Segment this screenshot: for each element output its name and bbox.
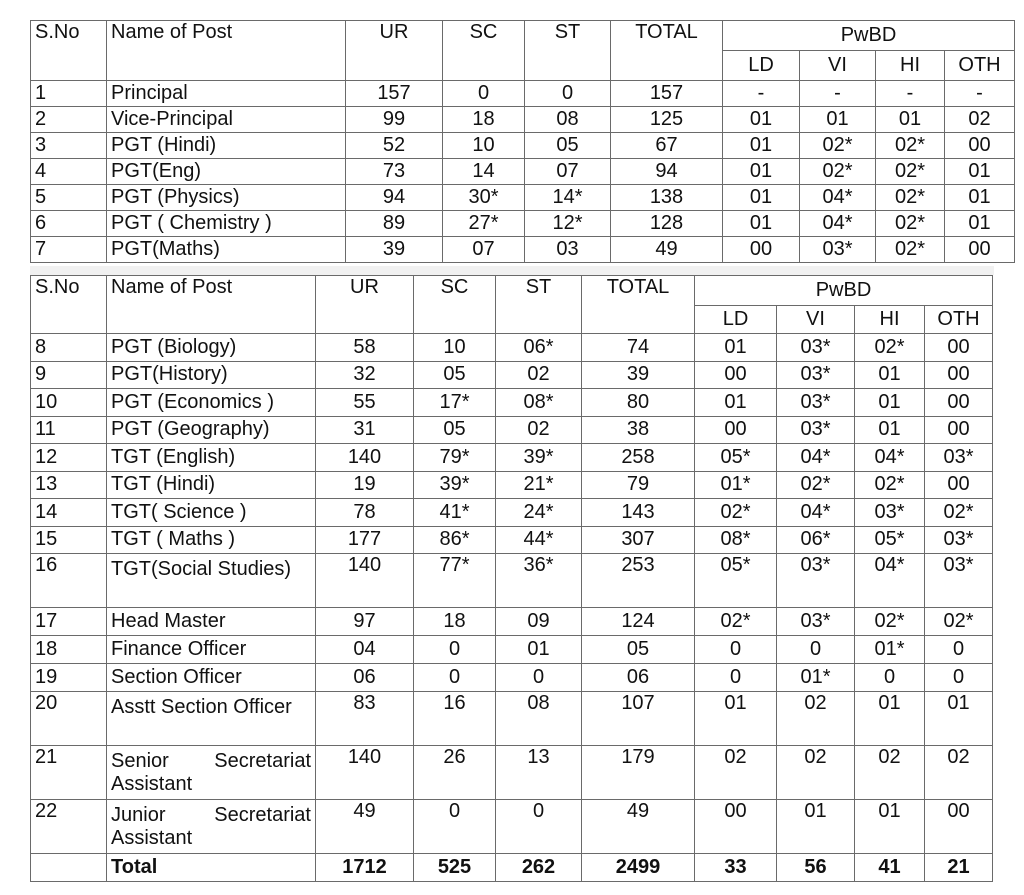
cell-ur: 73 bbox=[346, 159, 443, 185]
header-sc: SC bbox=[443, 21, 525, 81]
cell-ur: 58 bbox=[316, 334, 414, 362]
cell-vi: 01 bbox=[800, 107, 876, 133]
cell-oth: 00 bbox=[925, 416, 993, 444]
cell-sc: 30* bbox=[443, 185, 525, 211]
cell-ur: 39 bbox=[346, 237, 443, 263]
cell-oth: 02* bbox=[925, 499, 993, 527]
cell-oth: 01 bbox=[945, 185, 1015, 211]
cell-sno: 5 bbox=[31, 185, 107, 211]
cell-ld: 01 bbox=[695, 389, 777, 417]
cell-total: 138 bbox=[611, 185, 723, 211]
cell-sno: 12 bbox=[31, 444, 107, 472]
cell-hi: 01 bbox=[855, 361, 925, 389]
cell-sc: 10 bbox=[443, 133, 525, 159]
cell-name: Vice-Principal bbox=[107, 107, 346, 133]
cell-ld: 00 bbox=[695, 361, 777, 389]
cell-st: 24* bbox=[496, 499, 582, 527]
total-total: 2499 bbox=[582, 854, 695, 882]
cell-ld: 02 bbox=[695, 746, 777, 800]
header-oth: OTH bbox=[945, 51, 1015, 81]
cell-oth: 02* bbox=[925, 608, 993, 636]
cell-name: Senior Secretariat Assistant bbox=[107, 746, 316, 800]
cell-sno: 10 bbox=[31, 389, 107, 417]
cell-sno: 6 bbox=[31, 211, 107, 237]
cell-name: PGT(Eng) bbox=[107, 159, 346, 185]
cell-total: 05 bbox=[582, 636, 695, 664]
cell-total: 125 bbox=[611, 107, 723, 133]
cell-vi: 01 bbox=[777, 800, 855, 854]
cell-sc: 05 bbox=[414, 416, 496, 444]
vacancy-table-part-1 bbox=[30, 20, 1015, 263]
cell-total: 79 bbox=[582, 471, 695, 499]
cell-ur: 140 bbox=[316, 444, 414, 472]
header-ur: UR bbox=[316, 276, 414, 334]
cell-st: 36* bbox=[496, 554, 582, 608]
cell-hi: 01 bbox=[855, 416, 925, 444]
cell-name: PGT (Geography) bbox=[107, 416, 316, 444]
cell-oth: 03* bbox=[925, 444, 993, 472]
cell-st: 13 bbox=[496, 746, 582, 800]
cell-name: Head Master bbox=[107, 608, 316, 636]
cell-ur: 97 bbox=[316, 608, 414, 636]
cell-ld: 0 bbox=[695, 636, 777, 664]
cell-ur: 49 bbox=[316, 800, 414, 854]
table-row bbox=[31, 526, 993, 554]
total-row bbox=[31, 854, 993, 882]
cell-sno: 2 bbox=[31, 107, 107, 133]
cell-ld: 02* bbox=[695, 608, 777, 636]
cell-oth: 00 bbox=[925, 800, 993, 854]
cell-st: 02 bbox=[496, 361, 582, 389]
cell-oth: 00 bbox=[945, 133, 1015, 159]
cell-vi: 02* bbox=[800, 159, 876, 185]
cell-sno: 8 bbox=[31, 334, 107, 362]
cell-sc: 26 bbox=[414, 746, 496, 800]
cell-ur: 52 bbox=[346, 133, 443, 159]
cell-sc: 0 bbox=[443, 81, 525, 107]
cell-hi: 02* bbox=[855, 334, 925, 362]
cell-vi: 03* bbox=[777, 608, 855, 636]
cell-name: TGT(Social Studies) bbox=[107, 554, 316, 608]
header-ld: LD bbox=[695, 306, 777, 334]
header-hi: HI bbox=[876, 51, 945, 81]
cell-ur: 31 bbox=[316, 416, 414, 444]
cell-hi: 02* bbox=[876, 237, 945, 263]
cell-oth: 02 bbox=[925, 746, 993, 800]
table-row bbox=[31, 664, 993, 692]
cell-ur: 99 bbox=[346, 107, 443, 133]
cell-ur: 177 bbox=[316, 526, 414, 554]
cell-sno: 11 bbox=[31, 416, 107, 444]
cell-vi: 02* bbox=[777, 471, 855, 499]
table-row bbox=[31, 746, 993, 800]
table-separator bbox=[30, 266, 994, 275]
cell-vi: - bbox=[800, 81, 876, 107]
cell-st: 06* bbox=[496, 334, 582, 362]
table-row bbox=[31, 185, 1015, 211]
cell-hi: 05* bbox=[855, 526, 925, 554]
cell-oth: 0 bbox=[925, 664, 993, 692]
cell-total: 253 bbox=[582, 554, 695, 608]
cell-ld: - bbox=[723, 81, 800, 107]
cell-total: 157 bbox=[611, 81, 723, 107]
cell-ur: 157 bbox=[346, 81, 443, 107]
table-row bbox=[31, 334, 993, 362]
cell-total: 67 bbox=[611, 133, 723, 159]
table-row bbox=[31, 499, 993, 527]
cell-sc: 14 bbox=[443, 159, 525, 185]
cell-st: 02 bbox=[496, 416, 582, 444]
cell-ld: 00 bbox=[695, 416, 777, 444]
cell-sc: 79* bbox=[414, 444, 496, 472]
cell-total: 39 bbox=[582, 361, 695, 389]
cell-total: 80 bbox=[582, 389, 695, 417]
cell-hi: 0 bbox=[855, 664, 925, 692]
cell-vi: 01* bbox=[777, 664, 855, 692]
cell-sno: 16 bbox=[31, 554, 107, 608]
cell-sno: 1 bbox=[31, 81, 107, 107]
table-row bbox=[31, 389, 993, 417]
cell-ld: 01 bbox=[695, 334, 777, 362]
cell-hi: 02* bbox=[855, 471, 925, 499]
cell-st: 08* bbox=[496, 389, 582, 417]
cell-total: 49 bbox=[611, 237, 723, 263]
cell-ld: 01* bbox=[695, 471, 777, 499]
header-vi: VI bbox=[777, 306, 855, 334]
vacancy-table-part-2 bbox=[30, 275, 993, 882]
cell-sc: 0 bbox=[414, 800, 496, 854]
cell-vi: 03* bbox=[777, 554, 855, 608]
cell-vi: 03* bbox=[777, 334, 855, 362]
table-row bbox=[31, 81, 1015, 107]
cell-vi: 02* bbox=[800, 133, 876, 159]
cell-sno: 3 bbox=[31, 133, 107, 159]
header-sno: S.No bbox=[31, 276, 107, 334]
cell-hi: 01* bbox=[855, 636, 925, 664]
cell-ur: 140 bbox=[316, 746, 414, 800]
cell-st: 0 bbox=[496, 800, 582, 854]
cell-oth: 00 bbox=[945, 237, 1015, 263]
cell-sc: 0 bbox=[414, 664, 496, 692]
cell-name: Junior Secretariat Assistant bbox=[107, 800, 316, 854]
header-st: ST bbox=[496, 276, 582, 334]
cell-sc: 41* bbox=[414, 499, 496, 527]
cell-st: 39* bbox=[496, 444, 582, 472]
table-row bbox=[31, 133, 1015, 159]
cell-sno: 18 bbox=[31, 636, 107, 664]
cell-hi: 02* bbox=[876, 211, 945, 237]
cell-oth: 00 bbox=[925, 389, 993, 417]
cell-hi: 02 bbox=[855, 746, 925, 800]
cell-st: 0 bbox=[525, 81, 611, 107]
cell-name: Principal bbox=[107, 81, 346, 107]
cell-total: 74 bbox=[582, 334, 695, 362]
cell-ld: 01 bbox=[723, 133, 800, 159]
cell-total: 179 bbox=[582, 746, 695, 800]
total-vi: 56 bbox=[777, 854, 855, 882]
cell-ur: 83 bbox=[316, 692, 414, 746]
cell-total: 38 bbox=[582, 416, 695, 444]
cell-ld: 01 bbox=[695, 692, 777, 746]
cell-ur: 32 bbox=[316, 361, 414, 389]
cell-name: Asstt Section Officer bbox=[107, 692, 316, 746]
cell-name: TGT (Hindi) bbox=[107, 471, 316, 499]
table-row bbox=[31, 444, 993, 472]
cell-sc: 0 bbox=[414, 636, 496, 664]
cell-st: 01 bbox=[496, 636, 582, 664]
total-ur: 1712 bbox=[316, 854, 414, 882]
cell-st: 12* bbox=[525, 211, 611, 237]
cell-sc: 10 bbox=[414, 334, 496, 362]
cell-hi: 04* bbox=[855, 554, 925, 608]
header-oth: OTH bbox=[925, 306, 993, 334]
cell-sc: 05 bbox=[414, 361, 496, 389]
cell-ld: 00 bbox=[723, 237, 800, 263]
cell-sc: 39* bbox=[414, 471, 496, 499]
cell-sc: 27* bbox=[443, 211, 525, 237]
total-oth: 21 bbox=[925, 854, 993, 882]
cell-sno: 14 bbox=[31, 499, 107, 527]
cell-name: PGT(Maths) bbox=[107, 237, 346, 263]
cell-st: 21* bbox=[496, 471, 582, 499]
header-ur: UR bbox=[346, 21, 443, 81]
header-sno: S.No bbox=[31, 21, 107, 81]
cell-st: 09 bbox=[496, 608, 582, 636]
cell-ur: 140 bbox=[316, 554, 414, 608]
cell-sno: 7 bbox=[31, 237, 107, 263]
cell-hi: 03* bbox=[855, 499, 925, 527]
cell-total: 49 bbox=[582, 800, 695, 854]
total-sc: 525 bbox=[414, 854, 496, 882]
cell-hi: 02* bbox=[876, 133, 945, 159]
cell-total: 94 bbox=[611, 159, 723, 185]
cell-ur: 19 bbox=[316, 471, 414, 499]
cell-total: 143 bbox=[582, 499, 695, 527]
header-ld: LD bbox=[723, 51, 800, 81]
cell-sno bbox=[31, 854, 107, 882]
cell-vi: 04* bbox=[800, 211, 876, 237]
cell-sc: 07 bbox=[443, 237, 525, 263]
cell-oth: 01 bbox=[945, 159, 1015, 185]
total-st: 262 bbox=[496, 854, 582, 882]
total-label: Total bbox=[107, 854, 316, 882]
cell-sc: 18 bbox=[443, 107, 525, 133]
cell-name: PGT (Physics) bbox=[107, 185, 346, 211]
header-vi: VI bbox=[800, 51, 876, 81]
cell-name: Finance Officer bbox=[107, 636, 316, 664]
cell-ld: 00 bbox=[695, 800, 777, 854]
cell-name: TGT( Science ) bbox=[107, 499, 316, 527]
cell-vi: 03* bbox=[800, 237, 876, 263]
cell-vi: 03* bbox=[777, 416, 855, 444]
cell-ld: 0 bbox=[695, 664, 777, 692]
header-pwbd: PwBD bbox=[695, 276, 993, 306]
table-row bbox=[31, 211, 1015, 237]
cell-name: PGT ( Chemistry ) bbox=[107, 211, 346, 237]
cell-name: TGT ( Maths ) bbox=[107, 526, 316, 554]
cell-ur: 06 bbox=[316, 664, 414, 692]
cell-vi: 03* bbox=[777, 389, 855, 417]
cell-total: 258 bbox=[582, 444, 695, 472]
table-row bbox=[31, 554, 993, 608]
table-row bbox=[31, 237, 1015, 263]
cell-total: 124 bbox=[582, 608, 695, 636]
table-row bbox=[31, 416, 993, 444]
cell-sc: 77* bbox=[414, 554, 496, 608]
header-name-of-post: Name of Post bbox=[107, 21, 346, 81]
cell-st: 0 bbox=[496, 664, 582, 692]
cell-st: 08 bbox=[496, 692, 582, 746]
table-row bbox=[31, 159, 1015, 185]
cell-total: 307 bbox=[582, 526, 695, 554]
table-row bbox=[31, 608, 993, 636]
cell-name: PGT (Economics ) bbox=[107, 389, 316, 417]
cell-ld: 01 bbox=[723, 185, 800, 211]
cell-sc: 16 bbox=[414, 692, 496, 746]
header-total: TOTAL bbox=[611, 21, 723, 81]
cell-st: 14* bbox=[525, 185, 611, 211]
cell-ld: 05* bbox=[695, 554, 777, 608]
header-pwbd: PwBD bbox=[723, 21, 1015, 51]
header-total: TOTAL bbox=[582, 276, 695, 334]
cell-vi: 03* bbox=[777, 361, 855, 389]
cell-sno: 21 bbox=[31, 746, 107, 800]
cell-oth: 01 bbox=[925, 692, 993, 746]
header-st: ST bbox=[525, 21, 611, 81]
cell-total: 128 bbox=[611, 211, 723, 237]
cell-total: 107 bbox=[582, 692, 695, 746]
cell-total: 06 bbox=[582, 664, 695, 692]
cell-ld: 05* bbox=[695, 444, 777, 472]
cell-oth: 00 bbox=[925, 361, 993, 389]
cell-oth: 03* bbox=[925, 554, 993, 608]
cell-sno: 4 bbox=[31, 159, 107, 185]
cell-oth: 0 bbox=[925, 636, 993, 664]
cell-sno: 20 bbox=[31, 692, 107, 746]
table-row bbox=[31, 361, 993, 389]
cell-vi: 0 bbox=[777, 636, 855, 664]
cell-vi: 02 bbox=[777, 692, 855, 746]
cell-name: TGT (English) bbox=[107, 444, 316, 472]
table-row bbox=[31, 800, 993, 854]
table-row bbox=[31, 636, 993, 664]
cell-hi: 02* bbox=[855, 608, 925, 636]
cell-name: PGT (Biology) bbox=[107, 334, 316, 362]
cell-oth: 00 bbox=[925, 471, 993, 499]
cell-vi: 02 bbox=[777, 746, 855, 800]
cell-hi: 01 bbox=[855, 389, 925, 417]
cell-hi: 02* bbox=[876, 159, 945, 185]
cell-sno: 22 bbox=[31, 800, 107, 854]
cell-st: 08 bbox=[525, 107, 611, 133]
cell-oth: 01 bbox=[945, 211, 1015, 237]
cell-oth: 02 bbox=[945, 107, 1015, 133]
cell-ur: 55 bbox=[316, 389, 414, 417]
cell-hi: 01 bbox=[855, 800, 925, 854]
cell-name: PGT (Hindi) bbox=[107, 133, 346, 159]
cell-hi: - bbox=[876, 81, 945, 107]
cell-sc: 17* bbox=[414, 389, 496, 417]
cell-ld: 08* bbox=[695, 526, 777, 554]
cell-st: 44* bbox=[496, 526, 582, 554]
cell-sno: 13 bbox=[31, 471, 107, 499]
cell-ld: 01 bbox=[723, 107, 800, 133]
cell-vi: 04* bbox=[777, 444, 855, 472]
cell-ur: 78 bbox=[316, 499, 414, 527]
cell-hi: 04* bbox=[855, 444, 925, 472]
cell-name: Section Officer bbox=[107, 664, 316, 692]
table-row bbox=[31, 107, 1015, 133]
table-row bbox=[31, 471, 993, 499]
total-ld: 33 bbox=[695, 854, 777, 882]
cell-sno: 17 bbox=[31, 608, 107, 636]
cell-oth: 00 bbox=[925, 334, 993, 362]
cell-st: 05 bbox=[525, 133, 611, 159]
cell-st: 03 bbox=[525, 237, 611, 263]
cell-sno: 15 bbox=[31, 526, 107, 554]
cell-vi: 04* bbox=[800, 185, 876, 211]
cell-ld: 01 bbox=[723, 211, 800, 237]
header-name-of-post: Name of Post bbox=[107, 276, 316, 334]
cell-oth: 03* bbox=[925, 526, 993, 554]
cell-hi: 02* bbox=[876, 185, 945, 211]
cell-ur: 89 bbox=[346, 211, 443, 237]
total-hi: 41 bbox=[855, 854, 925, 882]
header-hi: HI bbox=[855, 306, 925, 334]
cell-vi: 04* bbox=[777, 499, 855, 527]
cell-oth: - bbox=[945, 81, 1015, 107]
cell-ld: 01 bbox=[723, 159, 800, 185]
cell-sno: 9 bbox=[31, 361, 107, 389]
cell-name: PGT(History) bbox=[107, 361, 316, 389]
cell-sno: 19 bbox=[31, 664, 107, 692]
cell-st: 07 bbox=[525, 159, 611, 185]
cell-vi: 06* bbox=[777, 526, 855, 554]
cell-sc: 86* bbox=[414, 526, 496, 554]
cell-hi: 01 bbox=[876, 107, 945, 133]
header-sc: SC bbox=[414, 276, 496, 334]
cell-ld: 02* bbox=[695, 499, 777, 527]
cell-ur: 04 bbox=[316, 636, 414, 664]
cell-ur: 94 bbox=[346, 185, 443, 211]
table-row bbox=[31, 692, 993, 746]
cell-sc: 18 bbox=[414, 608, 496, 636]
cell-hi: 01 bbox=[855, 692, 925, 746]
